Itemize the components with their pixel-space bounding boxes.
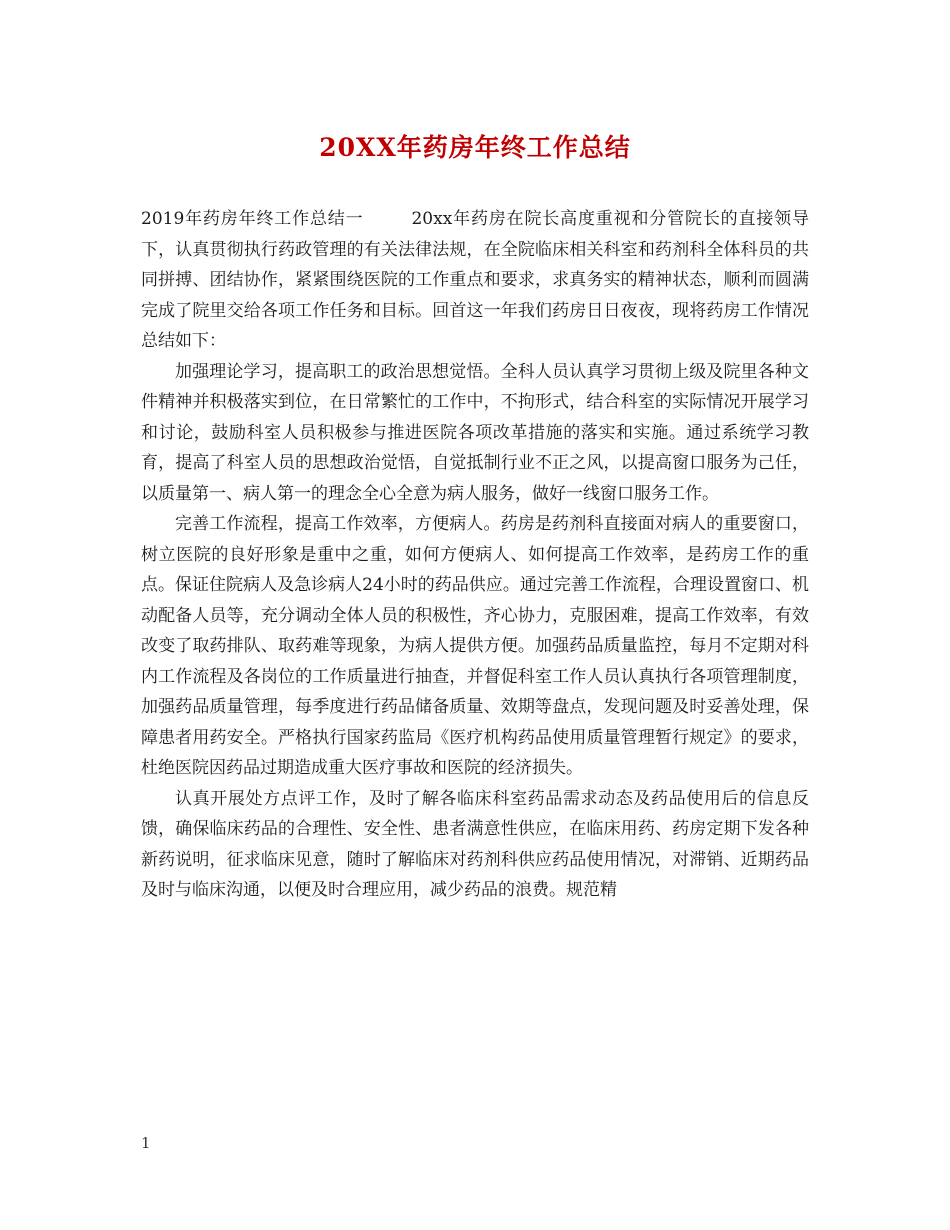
document-title: 20XX年药房年终工作总结 (319, 133, 631, 162)
paragraph-3: 完善工作流程，提高工作效率，方便病人。药房是药剂科直接面对病人的重要窗口，树立医院的良好形象是重中之重，如何方便病人、如何提高工作效率，是药房工作的重点。保证住院病人及急诊病人24小时的药品供应。通过完善工作流程，合理设置窗口、机动配备人员等，充分调动全体人员的积极性，齐心协力，克服困难，提高工作效率，有效改变了取药排队、取药难等现象，为病人提供方便。加强药品质量监控，每月不定期对科内工作流程及各岗位的工作质量进行抽查，并督促科室工作人员认真执行各项管理制度，加强药品质量管理，每季度进行药品储备质量、效期等盘点，发现问题及时妥善处理，保障患者用药安全。严格执行国家药监局《医疗机构药品使用质量管理暂行规定》的要求，杜绝医院因药品过期造成重大医疗事故和医院的经济损失。 (141, 514, 809, 778)
document-body (141, 204, 809, 906)
page-number: 1 (141, 1134, 151, 1152)
paragraph-2: 加强理论学习，提高职工的政治思想觉悟。全科人员认真学习贯彻上级及院里各种文件精神并积极落实到位，在日常繁忙的工作中，不拘形式，结合科室的实际情况开展学习和讨论，鼓励科室人员积极参与推进医院各项改革措施的落实和实施。通过系统学习教育，提高了科室人员的思想政治觉悟，自觉抵制行业不正之风，以提高窗口服务为己任，以质量第一、病人第一的理念全心全意为病人服务，做好一线窗口服务工作。 (141, 361, 809, 504)
paragraph-1 (141, 204, 809, 357)
intro-label: 2019年药房年终工作总结一 (141, 209, 364, 229)
paragraph-1-text: 20xx年药房在院长高度重视和分管院长的直接领导下，认真贯彻执行药政管理的有关法律法规，在全院临床相关科室和药剂科全体科员的共同拼搏、团结协作，紧紧围绕医院的工作重点和要求，求真务实的精神状态，顺利而圆满完成了院里交给各项工作任务和目标。回首这一年我们药房日日夜夜，现将药房工作情况总结如下： (141, 209, 809, 351)
paragraph-4: 认真开展处方点评工作，及时了解各临床科室药品需求动态及药品使用后的信息反馈，确保临床药品的合理性、安全性、患者满意性供应，在临床用药、药房定期下发各种新药说明，征求临床见意，随时了解临床对药剂科供应药品使用情况，对滞销、近期药品及时与临床沟通，以便及时合理应用，减少药品的浪费。规范精 (141, 788, 809, 900)
